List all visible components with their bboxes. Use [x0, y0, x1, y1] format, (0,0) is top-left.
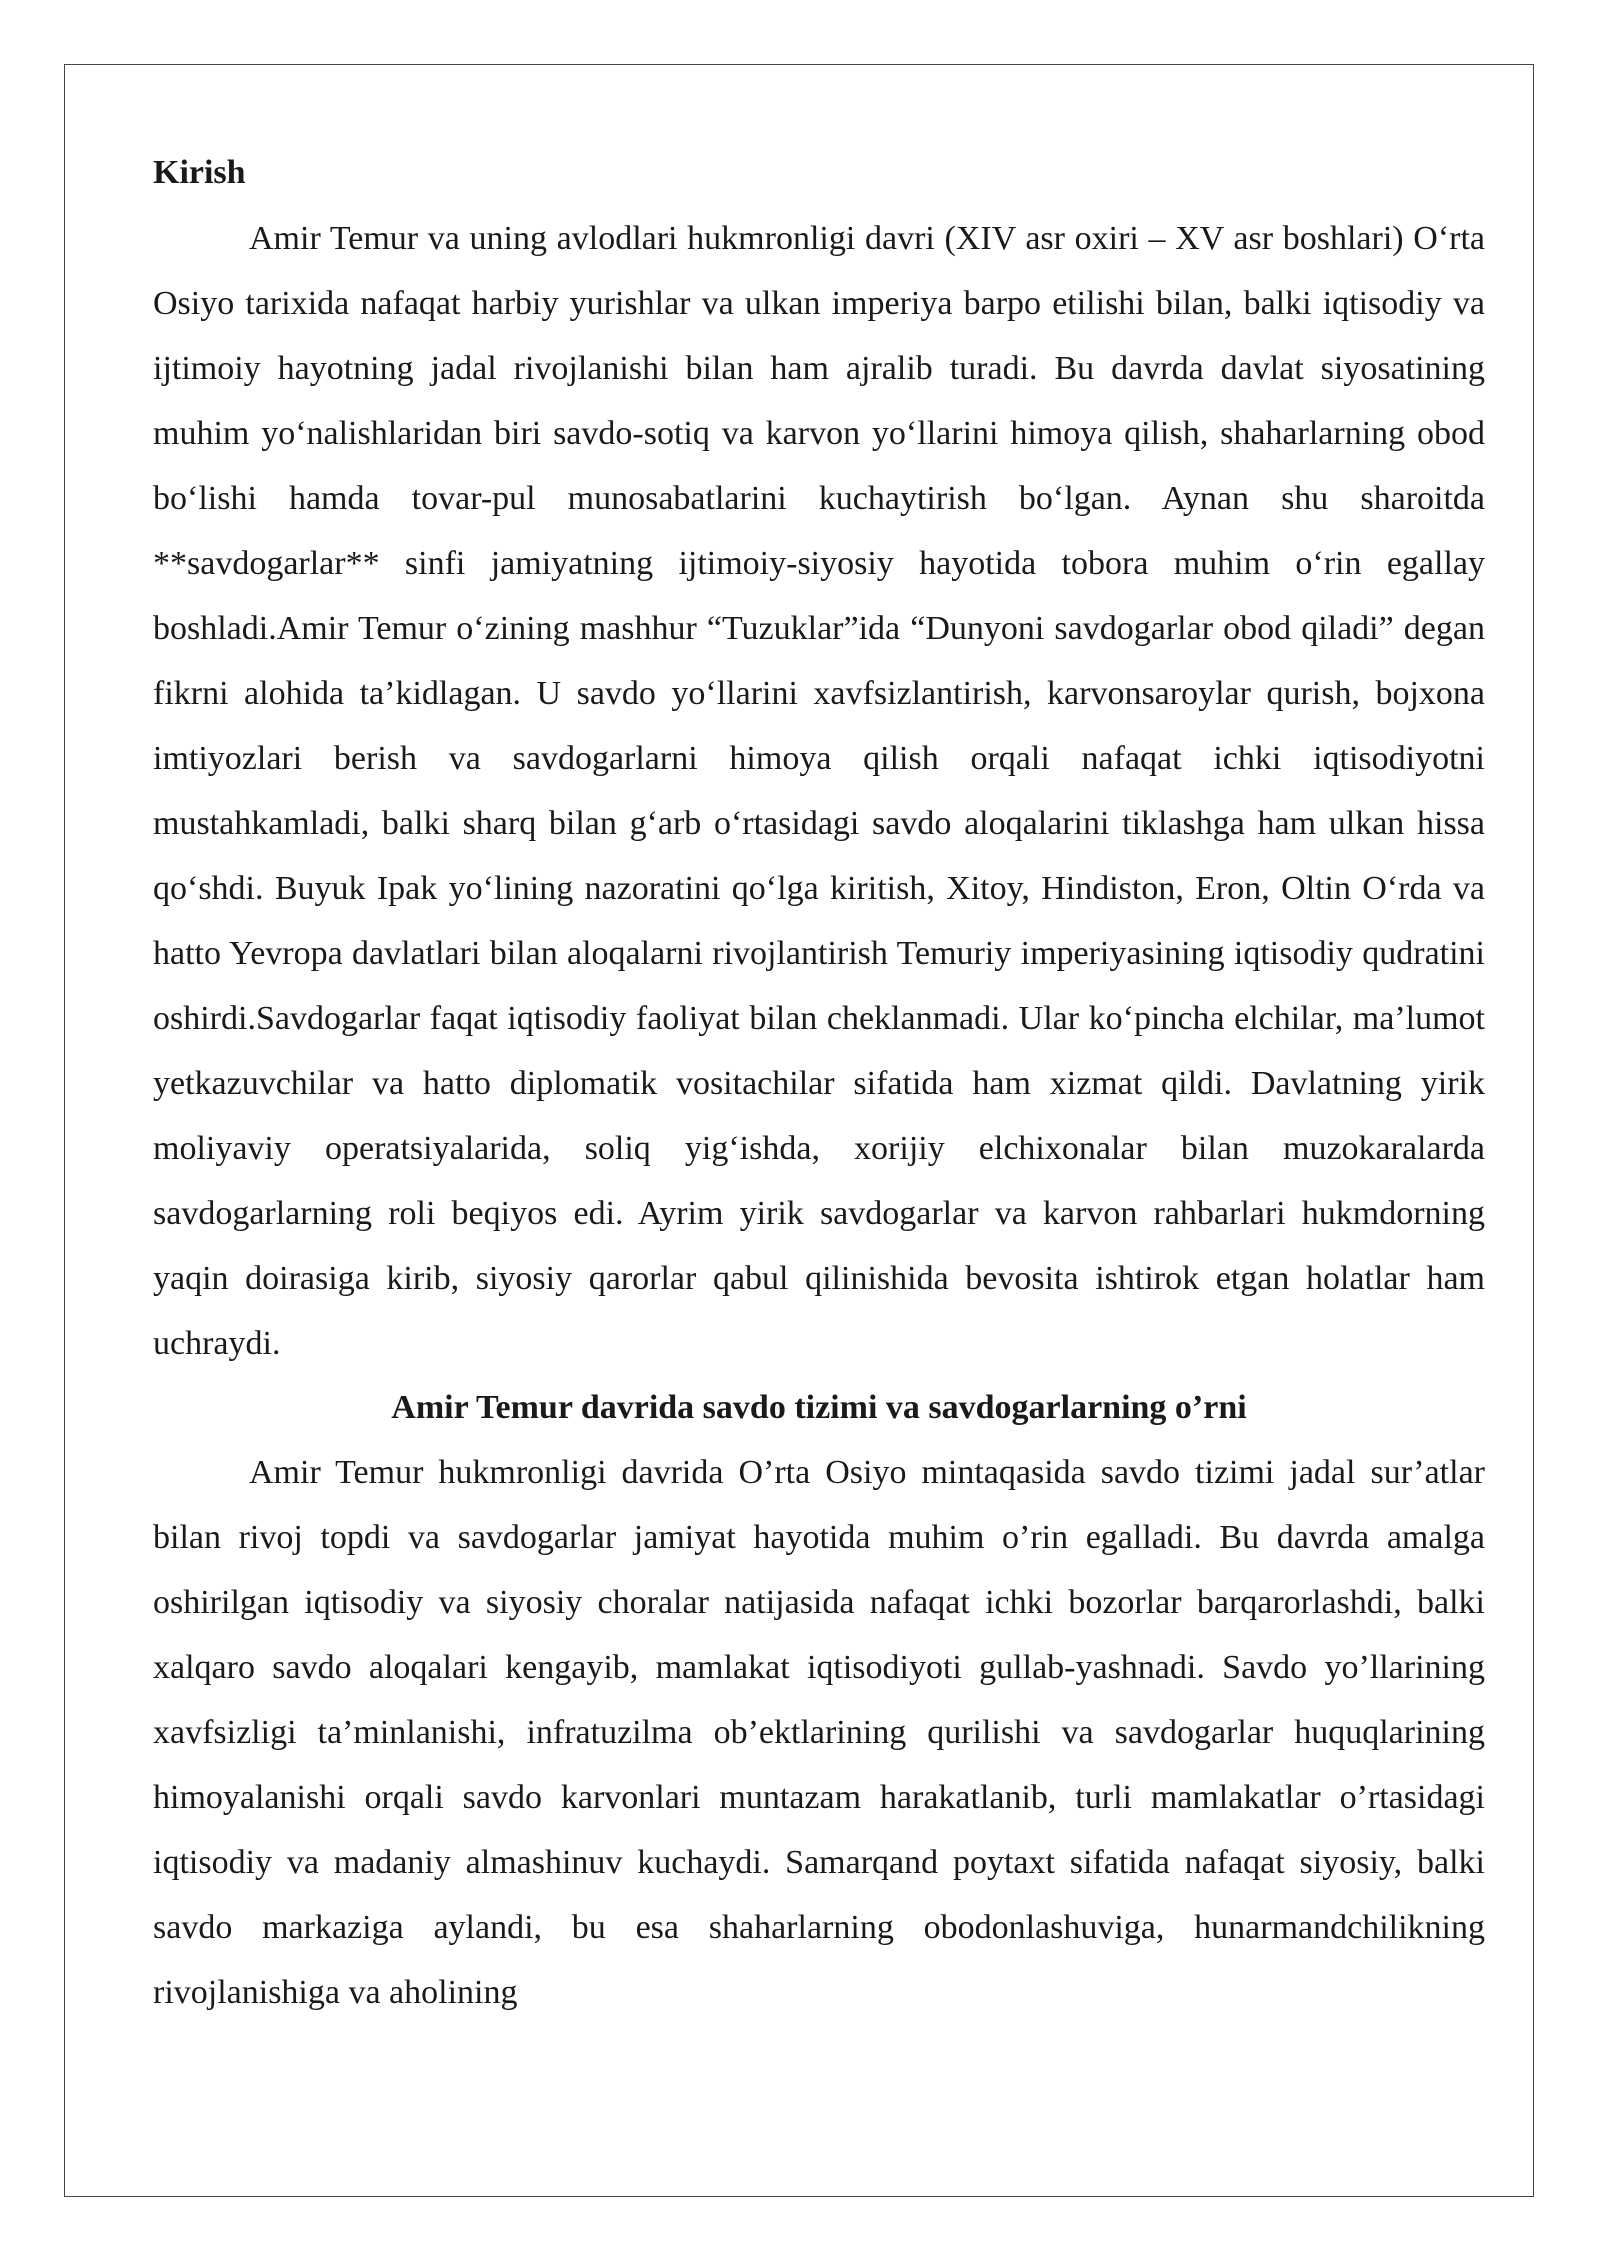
intro-heading: Kirish — [153, 154, 246, 191]
intro-paragraph: Amir Temur va uning avlodlari hukmronligi davri (XIV asr oxiri – XV asr boshlari) O‘rta Osiyo tarixida nafaqat harbiy yurishlar va ulkan imperiya barpo etilishi bilan, balki iqtisodiy va ijtimoiy hayotning jadal rivojlanishi bilan ham ajralib turadi. Bu davrda davlat siyosatining muhim yo‘nalishlaridan biri savdo-sotiq va karvon yo‘llarini himoya qilish, shaharlarning obod bo‘lishi hamda tovar-pul munosabatlarini kuchaytirish bo‘lgan. Aynan shu sharoitda **savdogarlar** sinfi jamiyatning ijtimoiy-siyosiy hayotida tobora muhim o‘rin egallay boshladi.Amir Temur o‘zining mashhur “Tuzuklar”ida “Dunyoni savdogarlar obod qiladi” degan fikrni alohida ta’kidlagan. U savdo yo‘llarini xavfsizlantirish, karvonsaroylar qurish, bojxona imtiyozlari berish va savdogarlarni himoya qilish orqali nafaqat ichki iqtisodiyotni mustahkamladi, balki sharq bilan g‘arb o‘rtasidagi savdo aloqalarini tiklashga ham ulkan hissa qo‘shdi. Buyuk Ipak yo‘lining nazoratini qo‘lga kiritish, Xitoy, Hindiston, Eron, Oltin O‘rda va hatto Yevropa davlatlari bilan aloqalarni rivojlantirish Temuriy imperiyasining iqtisodiy qudratini oshirdi.Savdogarlar faqat iqtisodiy faoliyat bilan cheklanmadi. Ular ko‘pincha elchilar, ma’lumot yetkazuvchilar va hatto diplomatik vositachilar sifatida ham xizmat qildi. Davlatning yirik moliyaviy operatsiyalarida, soliq yig‘ishda, xorijiy elchixonalar bilan muzokaralarda savdogarlarning roli beqiyos edi. Ayrim yirik savdogarlar va karvon rahbarlari hukmdorning yaqin doirasiga kirib, siyosiy qarorlar qabul qilinishida bevosita ishtirok etgan holatlar ham uchraydi. — [153, 220, 1485, 1362]
section-heading: Amir Temur davrida savdo tizimi va savdogarlarning o’rni — [391, 1389, 1247, 1426]
section-paragraph: Amir Temur hukmronligi davrida O’rta Osiyo mintaqasida savdo tizimi jadal sur’atlar bilan rivoj topdi va savdogarlar jamiyat hayotida muhim o’rin egalladi. Bu davrda amalga oshirilgan iqtisodiy va siyosiy choralar natijasida nafaqat ichki bozorlar barqarorlashdi, balki xalqaro savdo aloqalari kengayib, mamlakat iqtisodiyoti gullab-yashnadi. Savdo yo’llarining xavfsizligi ta’minlanishi, infratuzilma ob’ektlarining qurilishi va savdogarlar huquqlarining himoyalanishi orqali savdo karvonlari muntazam harakatlanib, turli mamlakatlar o’rtasidagi iqtisodiy va madaniy almashinuv kuchaydi. Samarqand poytaxt sifatida nafaqat siyosiy, balki savdo markaziga aylandi, bu esa shaharlarning obodonlashuviga, hunarmandchilikning rivojlanishiga va aholining — [153, 1454, 1485, 2011]
document-body — [153, 140, 1485, 2025]
